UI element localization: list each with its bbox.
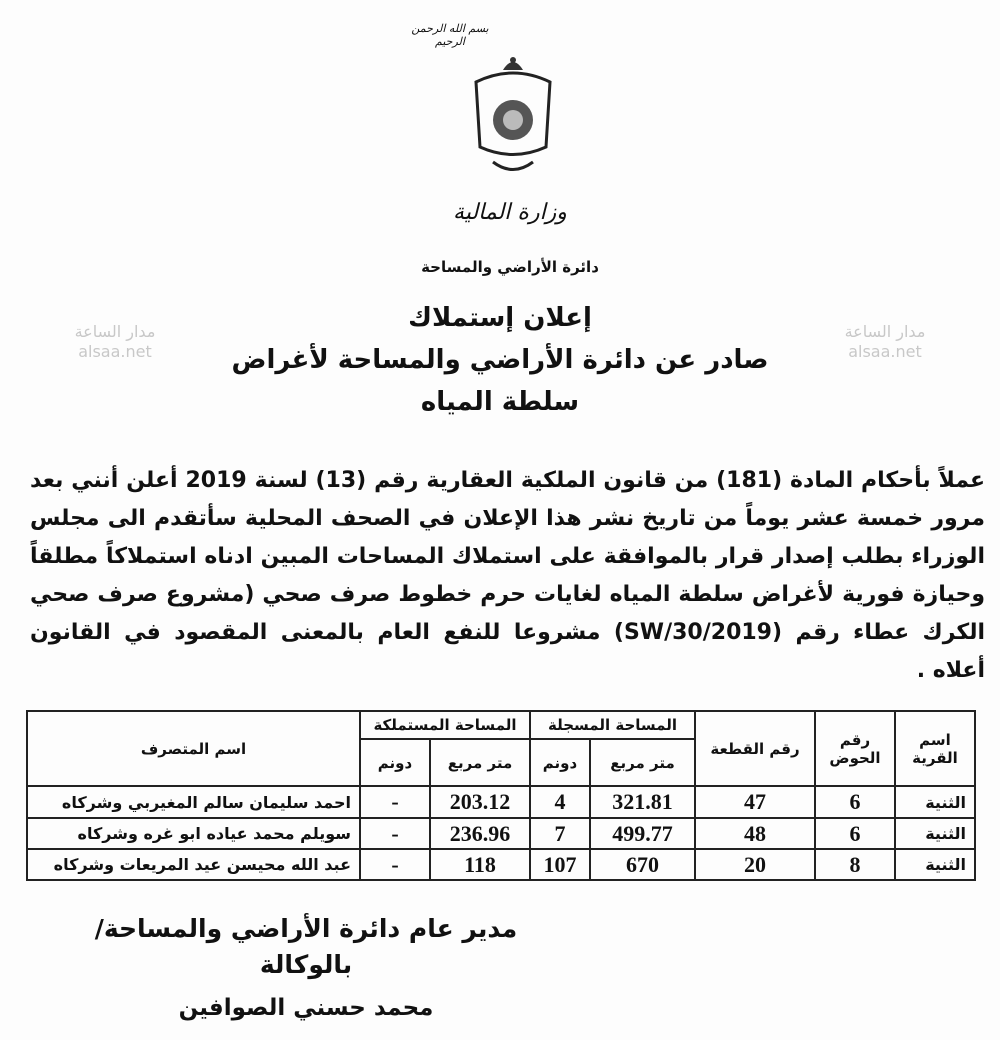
table-row: الثنية 8 20 670 107 118 - عبد الله محيسن عيد المريعات وشركاه	[27, 849, 975, 880]
header-village: اسم القرية	[895, 711, 975, 786]
header-holder: اسم المتصرف	[27, 711, 360, 786]
header-acq-sqm: متر مربع	[430, 739, 530, 786]
department-name: دائرة الأراضي والمساحة	[421, 258, 599, 276]
table-row: الثنية 6 47 321.81 4 203.12 - احمد سليمان سالم المغيربي وشركاه	[27, 786, 975, 818]
watermark-left: مدار الساعة alsaa.net	[74, 322, 156, 361]
land-acquisition-table	[26, 710, 976, 881]
header-basin: رقم الحوض	[815, 711, 895, 786]
ministry-name: وزارة المالية	[453, 200, 567, 225]
watermark-right: مدار الساعة alsaa.net	[844, 322, 926, 361]
signature-block	[66, 911, 546, 1025]
header-plot: رقم القطعة	[695, 711, 815, 786]
table-row: الثنية 6 48 499.77 7 236.96 - سويلم محمد عياده ابو غره وشركاه	[27, 818, 975, 849]
header-registered-area: المساحة المسجلة	[530, 711, 695, 739]
signatory-title: مدير عام دائرة الأراضي والمساحة/بالوكالة	[94, 914, 518, 979]
header-acquired-area: المساحة المستملكة	[360, 711, 530, 739]
signatory-name: محمد حسني الصوافين	[178, 995, 434, 1021]
title-line-1: إعلان إستملاك	[408, 303, 592, 333]
announcement-body: عملاً بأحكام المادة (181) من قانون الملكية العقارية رقم (13) لسنة 2019 أعلن أنني بعد مرور خمسة عشر يوماً من تاريخ نشر هذا الإعلان في الصحف المحلية سأتقدم الى مجلس الوزراء بطلب إصدار قرار بالموافقة على استملاك المساحات المبين ادناه استملاكاً مطلقاً وحيازة فورية لأغراض سلطة المياه لغايات حرم خطوط صرف صحي (مشروع صرف صحي الكرك عطاء رقم (30/2019/SW) مشروعا للنفع العام بالمعنى المقصود في القانون أعلاه .	[30, 468, 985, 683]
title-line-2: صادر عن دائرة الأراضي والمساحة لأغراض	[231, 345, 769, 375]
title-line-3: سلطة المياه	[420, 387, 580, 417]
header-acq-dunum: دونم	[360, 739, 430, 786]
header-reg-sqm: متر مربع	[590, 739, 695, 786]
header-reg-dunum: دونم	[530, 739, 590, 786]
basmala: بسم الله الرحمن الرحيم	[411, 22, 489, 48]
